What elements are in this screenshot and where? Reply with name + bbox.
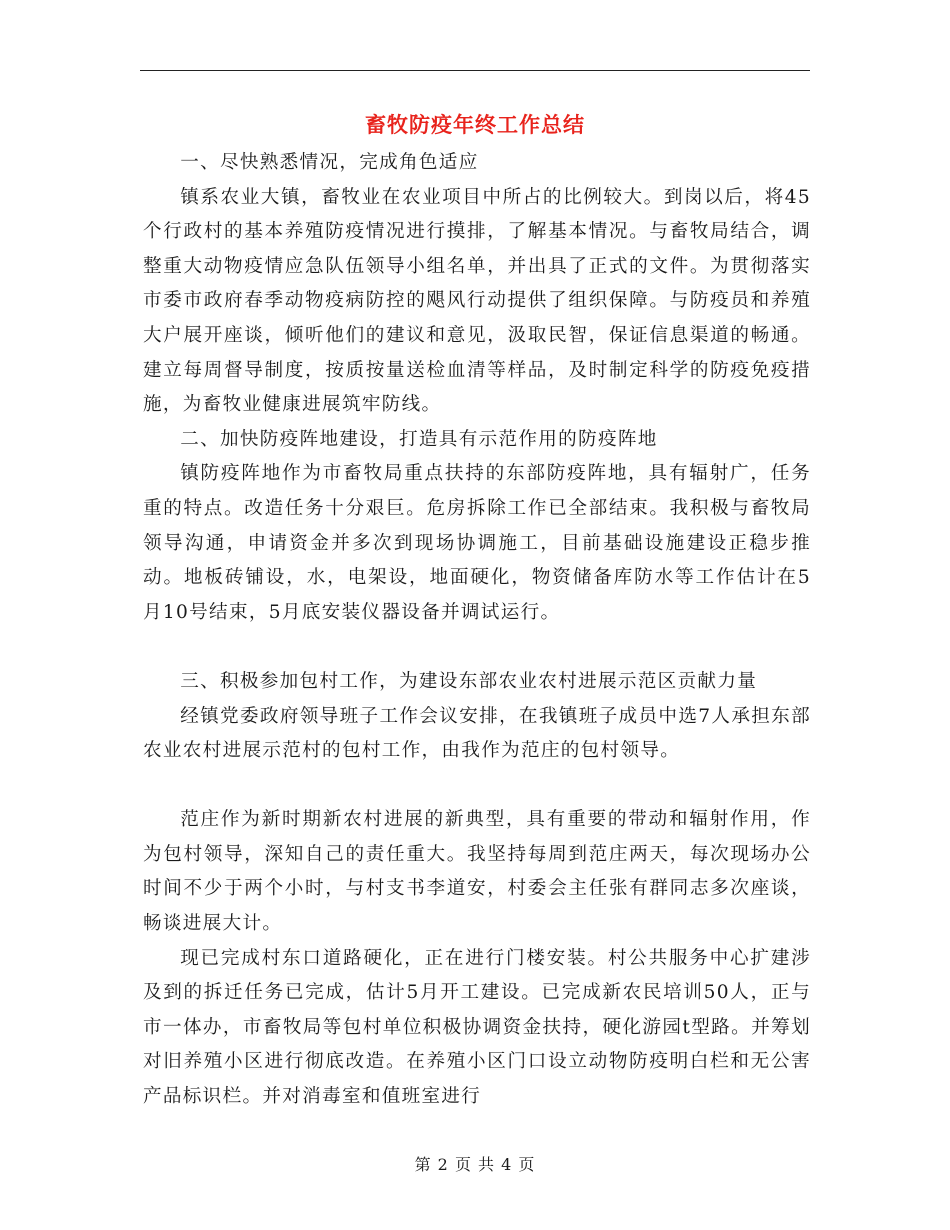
body-paragraph: 经镇党委政府领导班子工作会议安排，在我镇班子成员中选7人承担东部农业农村进展示范村的包村工作，由我作为范庄的包村领导。 xyxy=(143,705,811,762)
page-footer xyxy=(0,1153,950,1177)
section-heading-2: 二、加快防疫阵地建设，打造具有示范作用的防疫阵地 xyxy=(180,428,658,450)
section-heading-1: 一、尽快熟悉情况，完成角色适应 xyxy=(180,152,479,173)
body-paragraph: 范庄作为新时期新农村进展的新典型，具有重要的带动和辐射作用，作为包村领导，深知自己的责任重大。我坚持每周到范庄两天，每次现场办公时间不少于两个小时，与村支书李道安，村委会主任张有群同志多次座谈，畅谈进展大计。 xyxy=(143,809,811,935)
header-rule xyxy=(140,70,810,71)
document-title: 畜牧防疫年终工作总结 xyxy=(365,112,585,137)
body-paragraph: 现已完成村东口道路硬化，正在进行门楼安装。村公共服务中心扩建涉及到的拆迁任务已完成，估计5月开工建设。已完成新农民培训50人，正与市一体办，市畜牧局等包村单位积极协调资金扶持，硬化游园t型路。并筹划对旧养殖小区进行彻底改造。在养殖小区门口设立动物防疫明白栏和无公害产品标识栏。并对消毒室和值班室进行 xyxy=(143,947,811,1108)
document-body xyxy=(143,146,811,1115)
section-heading-3: 三、积极参加包村工作，为建设东部农业农村进展示范区贡献力量 xyxy=(180,670,758,692)
page-indicator: 第 2 页 共 4 页 xyxy=(414,1155,536,1174)
body-paragraph: 镇系农业大镇，畜牧业在农业项目中所占的比例较大。到岗以后，将45个行政村的基本养殖防疫情况进行摸排，了解基本情况。与畜牧局结合，调整重大动物疫情应急队伍领导小组名单，并出具了正式的文件。为贯彻落实市委市政府春季动物疫病防控的飓风行动提供了组织保障。与防疫员和养殖大户展开座谈，倾听他们的建议和意见，汲取民智，保证信息渠道的畅通。建立每周督导制度，按质按量送检血清等样品，及时制定科学的防疫免疫措施，为畜牧业健康进展筑牢防线。 xyxy=(143,186,811,416)
body-paragraph: 镇防疫阵地作为市畜牧局重点扶持的东部防疫阵地，具有辐射广，任务重的特点。改造任务十分艰巨。危房拆除工作已全部结束。我积极与畜牧局领导沟通，申请资金并多次到现场协调施工，目前基础设施建设正稳步推动。地板砖铺设，水，电架设，地面硬化，物资储备库防水等工作估计在5月10号结束，5月底安装仪器设备并调试运行。 xyxy=(143,463,811,623)
